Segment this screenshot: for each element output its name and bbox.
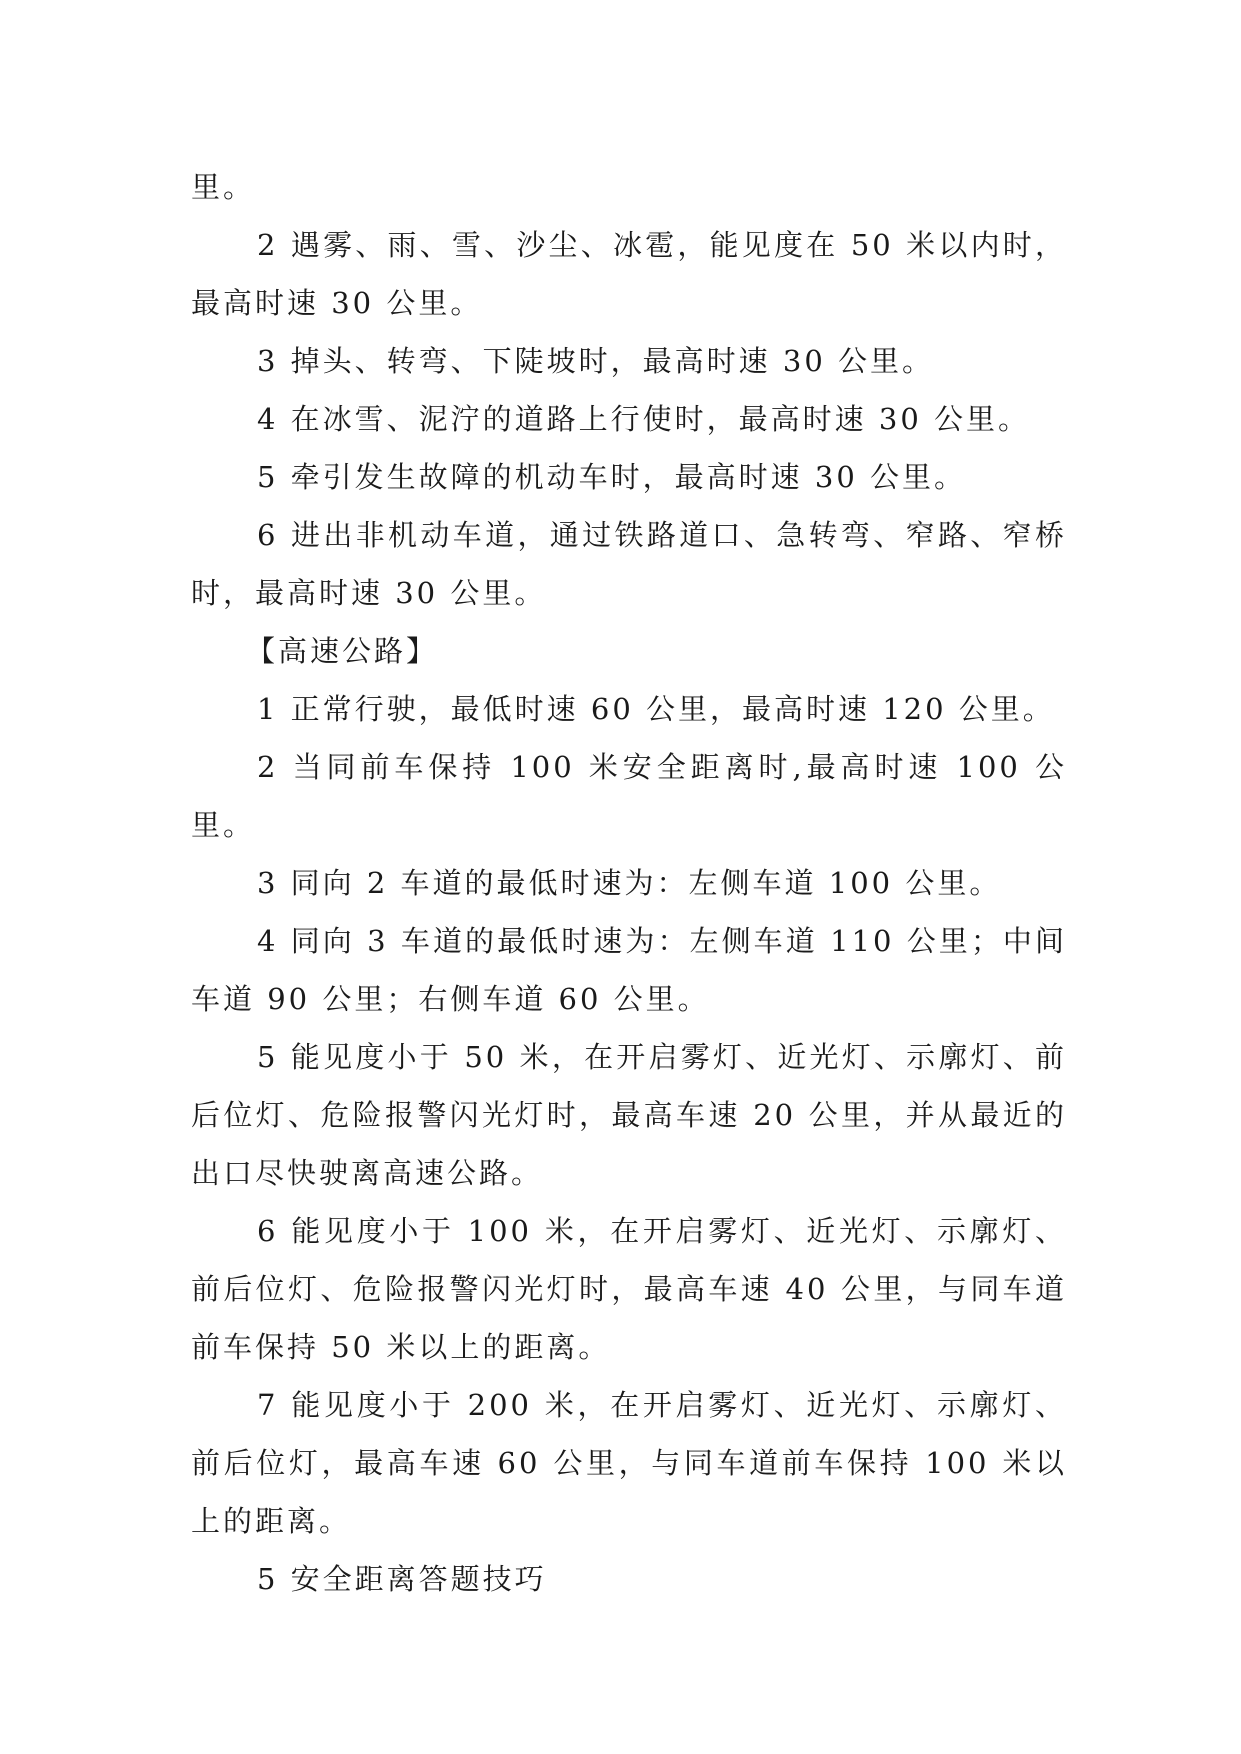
- paragraph-continuation: 里。: [191, 170, 256, 204]
- paragraph-highway-distance: 2 当同前车保持 100 米安全距离时,最高时速 100 公里。: [191, 750, 1067, 842]
- paragraph-visibility-200: 7 能见度小于 200 米，在开启雾灯、近光灯、示廓灯、前后位灯，最高车速 60 公里，与同车道前车保持 100 米以上的距离。: [191, 1388, 1067, 1538]
- paragraph-two-lanes: 3 同向 2 车道的最低时速为：左侧车道 100 公里。: [257, 866, 1002, 900]
- paragraph-visibility-100: 6 能见度小于 100 米，在开启雾灯、近光灯、示廓灯、前后位灯、危险报警闪光灯时，最高车速 40 公里，与同车道前车保持 50 米以上的距离。: [191, 1214, 1067, 1364]
- section-heading-highway: 【高速公路】: [246, 634, 439, 668]
- document-body: [191, 158, 1067, 1608]
- section-heading-safe-distance: 5 安全距离答题技巧: [257, 1562, 547, 1596]
- paragraph-towing: 5 牵引发生故障的机动车时，最高时速 30 公里。: [257, 460, 967, 494]
- paragraph-highway-normal: 1 正常行驶，最低时速 60 公里，最高时速 120 公里。: [257, 692, 1055, 726]
- paragraph-fog-rain-snow: 2 遇雾、雨、雪、沙尘、冰雹，能见度在 50 米以内时，最高时速 30 公里。: [191, 228, 1067, 320]
- paragraph-crossings-narrow: 6 进出非机动车道，通过铁路道口、急转弯、窄路、窄桥时，最高时速 30 公里。: [191, 518, 1067, 610]
- paragraph-turning-downhill: 3 掉头、转弯、下陡坡时，最高时速 30 公里。: [257, 344, 935, 378]
- paragraph-three-lanes: 4 同向 3 车道的最低时速为：左侧车道 110 公里；中间车道 90 公里；右侧车道 60 公里。: [191, 924, 1067, 1016]
- paragraph-visibility-50: 5 能见度小于 50 米，在开启雾灯、近光灯、示廓灯、前后位灯、危险报警闪光灯时，最高车速 20 公里，并从最近的出口尽快驶离高速公路。: [191, 1040, 1067, 1190]
- paragraph-icy-muddy-road: 4 在冰雪、泥泞的道路上行使时，最高时速 30 公里。: [257, 402, 1031, 436]
